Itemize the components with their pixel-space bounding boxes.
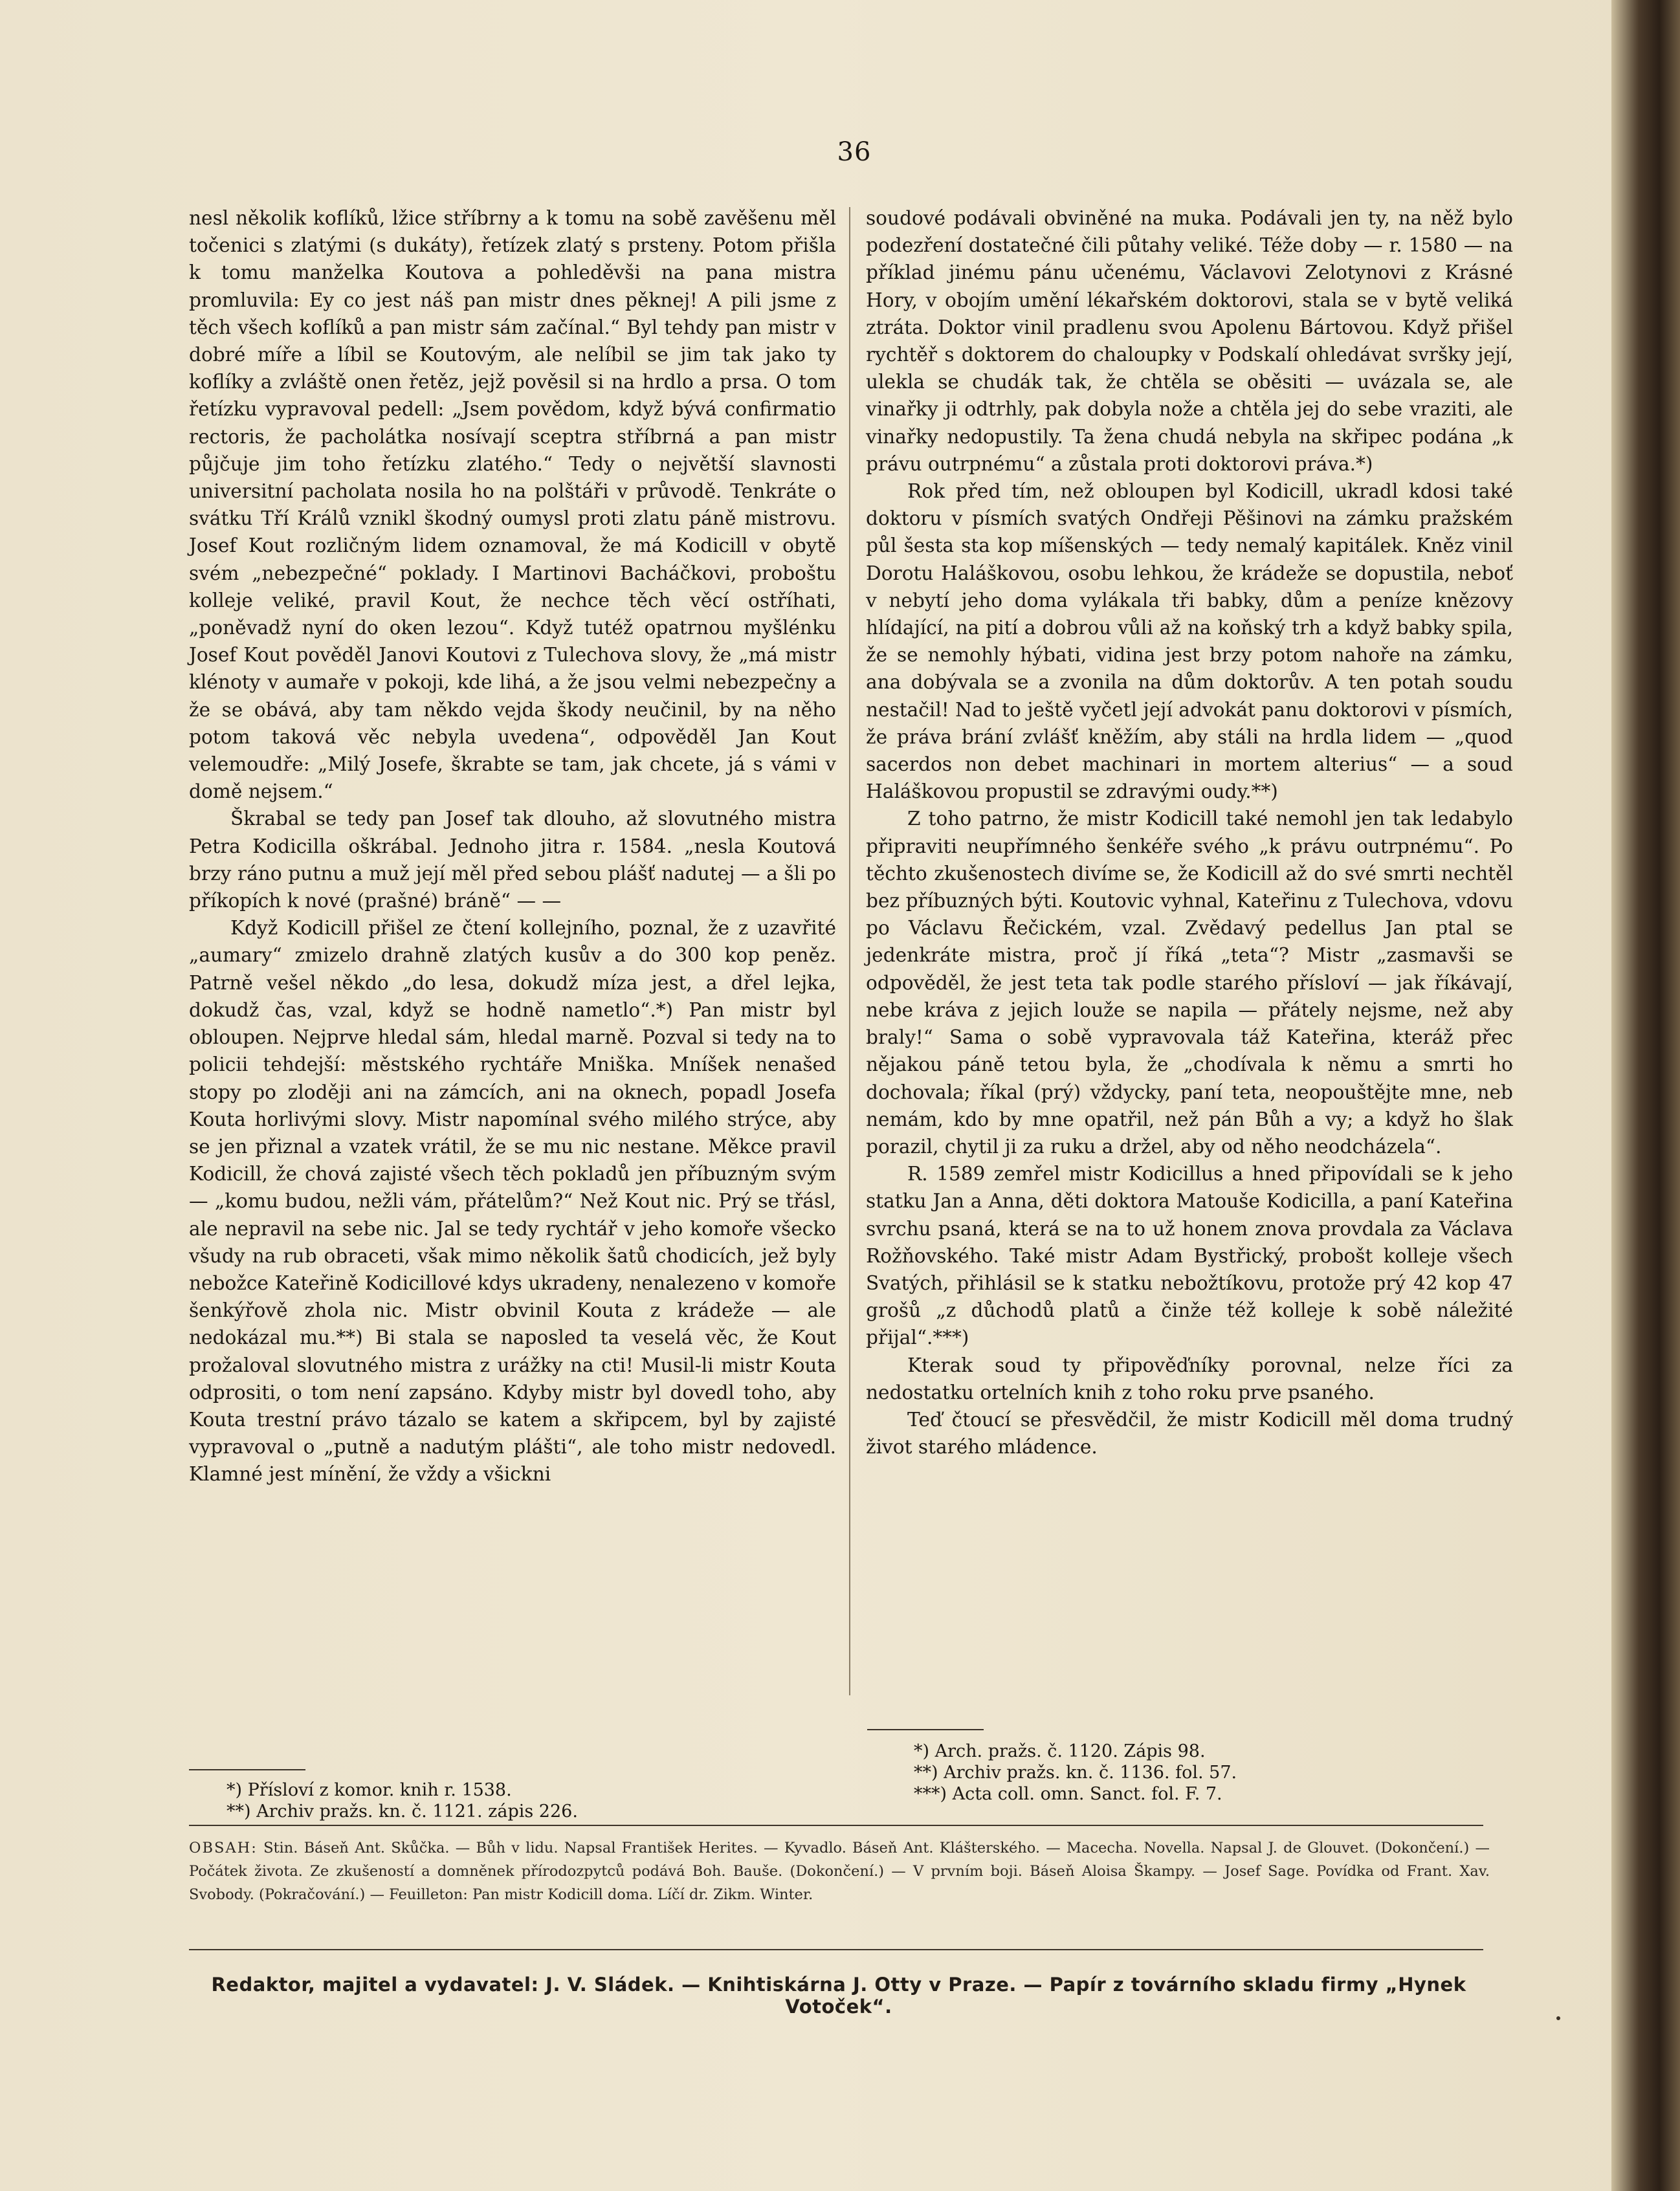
contents-block (189, 1836, 1490, 1906)
book-spine-edge (1611, 0, 1680, 2191)
contents-bottom-rule (189, 1949, 1483, 1950)
footnote-right-2: **) Archiv pražs. kn. č. 1136. fol. 57. (914, 1763, 1237, 1783)
right-paragraph-6: Teď čtoucí se přesvědčil, že mistr Kodicill měl doma trudný život starého mládence. (866, 1408, 1513, 1459)
footnote-right-1: *) Arch. pražs. č. 1120. Zápis 98. (914, 1741, 1206, 1761)
footnote-left-1: *) Přísloví z komor. knih r. 1538. (227, 1780, 512, 1800)
footnote-rule-right (867, 1729, 984, 1730)
column-divider (849, 207, 850, 1695)
contents-top-rule (189, 1825, 1483, 1826)
left-paragraph-2: Škrabal se tedy pan Josef tak dlouho, až slovutného mistra Petra Kodicilla oškrábal. Jednoho jitra r. 1584. „nesla Koutová brzy ráno putnu a muž její měl před sebou plášť nadutej — a šli po příkopích k nové (prašné) bráně“ — — (189, 808, 836, 912)
contents-text: Stin. Báseň Ant. Skůčka. — Bůh v lidu. Napsal František Herites. — Kyvadlo. Báseň Ant. Klášterského. — Macecha. Novella. Napsal J. de Glouvet. (Dokončení.) — Počátek života. Ze zkušeností a domněnek přírodozpytců podává Boh. Bauše. (Dokončení.) — V prvním boji. Báseň Aloisa Škampy. — Josef Sage. Povídka od Frant. Xav. Svobody. (Pokračování.) — Feuilleton: Pan mistr Kodicill doma. Líčí dr. Zikm. Winter. (189, 1840, 1490, 1903)
footnote-left-2: **) Archiv pražs. kn. č. 1121. zápis 226. (227, 1801, 578, 1822)
right-paragraph-5: Kterak soud ty připověďníky porovnal, nelze říci za nedostatku ortelních knih z toho roku prve psaného. (866, 1354, 1513, 1404)
left-column (189, 204, 836, 1488)
publisher-imprint: Redaktor, majitel a vydavatel: J. V. Sládek. — Knihtiskárna J. Otty v Praze. — Papír z továrního skladu firmy „Hynek Votoček“. (211, 1974, 1466, 2018)
right-paragraph-1: soudové podávali obviněné na muka. Podávali jen ty, na něž bylo podezření dostatečné čili půtahy veliké. Téže doby — r. 1580 — na příklad jinému pánu učenému, Václavovi Zelotynovi z Krásné Hory, v obojím umění lékařském doktorovi, stala se v bytě veliká ztráta. Doktor vinil pradlenu svou Apolenu Bártovou. Když přišel rychtěř s doktorem do chaloupky v Podskalí ohledávat svršky její, ulekla se chudák tak, že chtěla se oběsiti — uvázala se, ale vinařky ji odtrhly, pak dobyla nože a chtěla jej do sebe vraziti, ale vinařky nedopustily. Ta žena chudá nebyla na skřipec podána „k právu outrpnému“ a zůstala proti doktorovi práva.*) (866, 207, 1513, 475)
contents-label: OBSAH: (189, 1840, 258, 1856)
footnote-rule-left (189, 1769, 305, 1770)
footnotes-left (227, 1779, 578, 1822)
ink-speck (1556, 2016, 1560, 2020)
left-paragraph-3: Když Kodicill přišel ze čtení kollejního, poznal, že z uzavřité „aumary“ zmizelo drahně zlatých kusův a do 300 kop peněz. Patrně vešel někdo „do lesa, dokudž míza jest, a dřel lejka, dokudž čas, vzal, když se hodně nametlo“.*) Pan mistr byl obloupen. Nejprve hledal sám, hledal marně. Pozval si tedy na to policii tehdejší: městského rychtáře Mniška. Mníšek nenašed stopy po zloději ani na zámcích, ani na oknech, popadl Josefa Kouta horlivými slovy. Mistr napomínal svého milého strýce, aby se jen přiznal a vzatek vrátil, že se mu nic nestane. Měkce pravil Kodicill, že chová zajisté všech těch pokladů jen příbuzným svým — „komu budou, nežli vám, přátelům?“ Než Kout nic. Prý se třásl, ale nepravil na sebe nic. Jal se tedy rychtář v jeho komoře všecko všudy na rub obraceti, však mimo několik šatů chodicích, jež byly nebožce Kateřině Kodicillové kdys ukradeny, nenalezeno v komoře šenkýřově zhola nic. Mistr obvinil Kouta z krádeže — ale nedokázal mu.**) Bi stala se naposled ta veselá věc, že Kout prožaloval slovutného mistra z urážky na cti! Musil-li mistr Kouta odprositi, o tom není zapsáno. Kdyby mistr byl dovedl toho, aby Kouta trestní právo tázalo se katem a skřipcem, byl by zajisté vypravoval o „putně a nadutým plášti“, ale toho mistr nedovedl. Klamné jest mínění, že vždy a všickni (189, 917, 836, 1486)
right-paragraph-4: R. 1589 zemřel mistr Kodicillus a hned připovídali se k jeho statku Jan a Anna, děti doktora Matouše Kodicilla, a paní Kateřina svrchu psaná, která se na to už honem znova provdala za Václava Rožňovského. Také mistr Adam Bystřický, probošt kolleje všech Svatých, přihlásil se k statku nebožtíkovu, protože prý 42 kop 47 grošů „z důchodů platů a činže též kolleje k sobě náležité přijal“.***) (866, 1163, 1513, 1349)
right-paragraph-2: Rok před tím, než obloupen byl Kodicill, ukradl kdosi také doktoru v písmích svatých Ondřeji Pěšinovi na zámku pražském půl šesta sta kop míšenských — tedy nemalý kapitálek. Kněz vinil Dorotu Haláškovou, osobu lehkou, že krádeže se dopustila, neboť v nebytí jeho doma vylákala tři babky, dům a peníze knězovy hlídající, na pití a dobrou vůli až na koňský trh a když babky spila, že se nemohly hýbati, vidina jest brzy potom nahoře na zámku, ana dobývala se a zvonila na dům doktorův. A ten potah soudu nestačil! Nad to ještě vyčetl její advokát panu doktorovi v písmích, že práva brání zvlášť kněžím, aby stáli na hrdla lidem — „quod sacerdos non debet machinari in mortem alterius“ — a soud Haláškovou propustil se zdravými oudy.**) (866, 480, 1513, 803)
footnotes-right (914, 1741, 1237, 1805)
page-number: 36 (837, 137, 872, 167)
footnote-right-3: ***) Acta coll. omn. Sanct. fol. F. 7. (914, 1784, 1222, 1804)
right-column (866, 204, 1513, 1460)
left-paragraph-1: nesl několik koflíků, lžice stříbrny a k tomu na sobě zavěšenu měl točenici s zlatými (s dukáty), řetízek zlatý s prsteny. Potom přišla k tomu manželka Koutova a pohleděvši na pana mistra promluvila: Ey co jest náš pan mistr dnes pěknej! A pili jsme z těch všech koflíků a pan mistr sám začínal.“ Byl tehdy pan mistr v dobré míře a líbil se Koutovým, ale nelíbil se jim tak jako ty koflíky a zvláště onen řetěz, jejž pověsil si na hrdlo a prsa. O tom řetízku vypravoval pedell: „Jsem povědom, když bývá confirmatio rectoris, že pacholátka nosívají sceptra stříbrná a pan mistr půjčuje jim toho řetízku zlatého.“ Tedy o největší slavnosti universitní pacholata nosila ho na polštáři v průvodě. Tenkráte o svátku Tří Králů vznikl škodný oumysl proti zlatu páně mistrovu. Josef Kout rozličným lidem oznamoval, že má Kodicill v obytě svém „nebezpečné“ poklady. I Martinovi Bacháčkovi, proboštu kolleje veliké, pravil Kout, že nechce těch věcí ostříhati, „poněvadž nyní do oken lezou“. Když tutéž opatrnou myšlénku Josef Kout pověděl Janovi Koutovi z Tulechova slovy, že „má mistr klénoty v aumaře v pokoji, kde lihá, a že jsou velmi nebezpečny a že se obává, aby tam někdo vejda škody neučinil, by na něho potom taková věc nebyla uvedena“, odpověděl Jan Kout velemoudře: „Milý Josefe, škrabte se tam, jak chcete, já s vámi v domě nejsem.“ (189, 207, 836, 803)
right-paragraph-3: Z toho patrno, že mistr Kodicill také nemohl jen tak ledabylo připraviti neupřímného šenkéře svého „k právu outrpnému“. Po těchto zkušenostech divíme se, že Kodicill až do své smrti nechtěl bez příbuzných býti. Koutovic vyhnal, Kateřinu z Tulechova, vdovu po Václavu Řečickém, vzal. Zvědavý pedellus Jan ptal se jedenkráte mistra, proč jí říká „teta“? Mistr „zasmavši se odpověděl, že jest teta tak podle starého přísloví — jak říkávají, nebe kráva z jejich louže se napila — přátely nejsme, než aby braly!“ Sama o sobě vypravovala táž Kateřina, kteráž přec nějakou páně tetou byla, že „chodívala k němu a smrti ho dochovala; říkal (prý) vždycky, paní teta, neopouštějte mne, neb nemám, kdo by mne opatřil, než pán Bůh a vy; a když ho šlak porazil, chytil ji za ruku a držel, aby od něho neodcházela“. (866, 808, 1513, 1158)
